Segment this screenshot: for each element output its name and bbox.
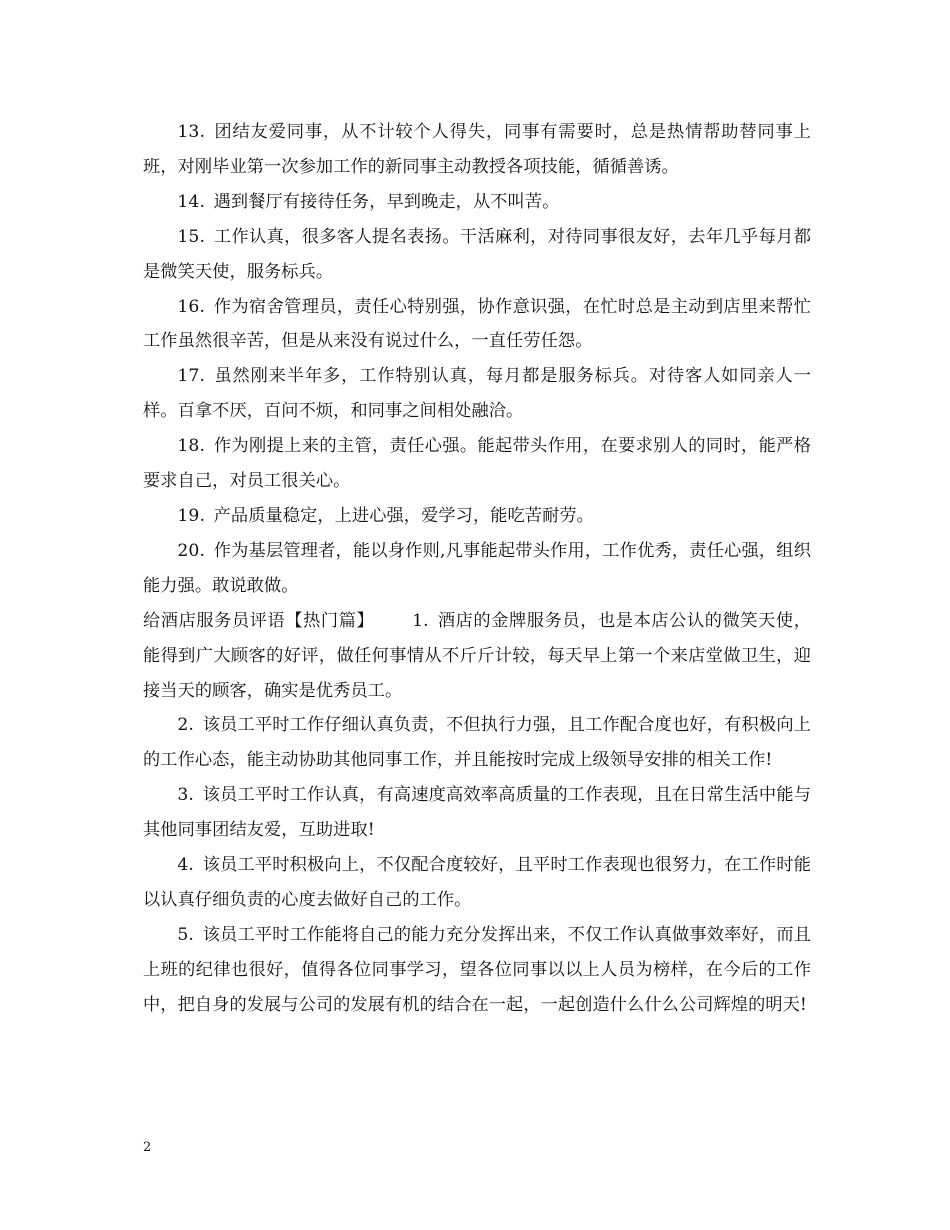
paragraph-13 — [143, 115, 811, 185]
paragraph-16 — [143, 290, 811, 360]
item-number: 5. — [177, 924, 194, 945]
section-paragraph-2 — [143, 708, 811, 778]
item-number: 20. — [177, 540, 206, 561]
section-paragraph-4 — [143, 848, 811, 918]
paragraph-17 — [143, 359, 811, 429]
paragraph-20 — [143, 534, 811, 604]
paragraph-19 — [143, 499, 811, 534]
paragraph-18 — [143, 429, 811, 499]
item-text: 工作认真，很多客人提名表扬。干活麻利，对待同事很友好，去年几乎每月都是微笑天使，服务标兵。 — [143, 226, 811, 282]
item-text: 该员工平时工作仔细认真负责，不但执行力强，且工作配合度也好，有积极向上的工作心态，能主动协助其他同事工作，并且能按时完成上级领导安排的相关工作! — [143, 715, 811, 771]
item-number: 19. — [177, 505, 206, 526]
item-text: 该员工平时积极向上，不仅配合度较好，且平时工作表现也很努力，在工作时能以认真仔细负责的心度去做好自己的工作。 — [143, 855, 811, 910]
item-text: 作为刚提上来的主管，责任心强。能起带头作用，在要求别人的同时，能严格要求自己，对员工很关心。 — [143, 436, 811, 492]
item-number: 13. — [177, 122, 206, 142]
paragraph-14 — [143, 185, 811, 220]
item-text: 该员工平时工作能将自己的能力充分发挥出来，不仅工作认真做事效率好，而且上班的纪律也很好，值得各位同事学习，望各位同事以以上人员为榜样，在今后的工作中，把自身的发展与公司的发展有机的结合在一起，一起创造什么什么公司辉煌的明天! — [143, 924, 811, 1015]
item-text: 产品质量稳定，上进心强，爱学习，能吃苦耐劳。 — [213, 505, 594, 526]
item-number: 4. — [177, 855, 194, 876]
page-number: 2 — [143, 1140, 152, 1155]
item-number: 16. — [177, 296, 206, 317]
document-body — [143, 115, 811, 1023]
paragraph-15 — [143, 220, 811, 290]
item-text: 虽然刚来半年多，工作特别认真，每月都是服务标兵。对待客人如同亲人一样。百拿不厌，百问不烦，和同事之间相处融洽。 — [143, 366, 811, 422]
item-text: 该员工平时工作认真，有高速度高效率高质量的工作表现，且在日常生活中能与其他同事团结友爱，互助进取! — [143, 785, 811, 841]
item-number: 3. — [177, 785, 194, 806]
item-number: 17. — [177, 366, 206, 387]
item-text: 作为基层管理者，能以身作则,凡事能起带头作用，工作优秀，责任心强，组织能力强。敢说敢做。 — [143, 540, 811, 596]
section-paragraph-5 — [143, 918, 811, 1023]
item-text: 遇到餐厅有接待任务，早到晚走，从不叫苦。 — [213, 191, 560, 212]
item-text: 酒店的金牌服务员，也是本店公认的微笑天使，能得到广大顾客的好评，做任何事情从不斤斤计较，每天早上第一个来店堂做卫生，迎接当天的顾客，确实是优秀员工。 — [143, 610, 811, 701]
section-heading: 给酒店服务员评语【热门篇】 — [143, 610, 375, 631]
section-paragraph-1 — [143, 604, 811, 709]
item-number: 1. — [412, 610, 429, 631]
section-paragraph-3 — [143, 778, 811, 848]
item-number: 2. — [177, 715, 194, 736]
item-number: 18. — [177, 436, 206, 457]
item-number: 15. — [177, 226, 206, 247]
item-text: 团结友爱同事，从不计较个人得失，同事有需要时，总是热情帮助替同事上班，对刚毕业第一次参加工作的新同事主动教授各项技能，循循善诱。 — [143, 122, 811, 177]
item-number: 14. — [177, 191, 206, 212]
item-text: 作为宿舍管理员，责任心特别强，协作意识强，在忙时总是主动到店里来帮忙工作虽然很辛苦，但是从来没有说过什么，一直任劳任怨。 — [143, 296, 811, 352]
